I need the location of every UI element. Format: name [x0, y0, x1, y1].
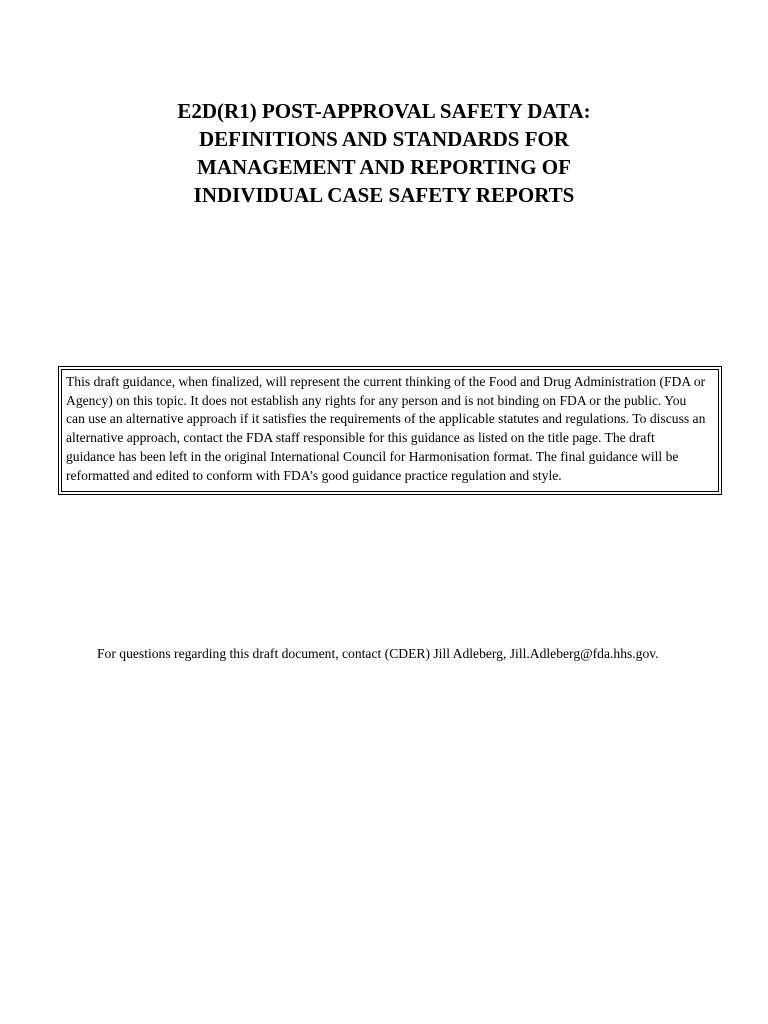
title-line: MANAGEMENT AND REPORTING OF [197, 155, 571, 179]
notice-line: This draft guidance, when finalized, will represent the current thinking of the Food and Drug Administration (FDA or [66, 374, 706, 389]
notice-line: guidance has been left in the original International Council for Harmonisation format. The final guidance will be [66, 448, 679, 464]
draft-guidance-notice-box [58, 366, 722, 495]
notice-line: can use an alternative approach if it satisfies the requirements of the applicable statutes and regulations. To discuss an [66, 411, 706, 427]
title-line: DEFINITIONS AND STANDARDS FOR [198, 127, 570, 151]
title-line: INDIVIDUAL CASE SAFETY REPORTS [193, 183, 575, 207]
notice-line: alternative approach, contact the FDA staff responsible for this guidance as listed on the title page. The draft [66, 430, 655, 446]
document-title [0, 97, 768, 209]
title-line: E2D(R1) POST-APPROVAL SAFETY DATA: [177, 99, 591, 123]
notice-line: reformatted and edited to conform with FDA’s good guidance practice regulation and style. [66, 467, 562, 483]
notice-line: Agency) on this topic. It does not establish any rights for any person and is not binding on FDA or the public. You [66, 392, 687, 408]
contact-information: For questions regarding this draft document, contact (CDER) Jill Adleberg, Jill.Adleberg@fda.hhs.gov. [97, 646, 659, 661]
draft-guidance-notice-text [66, 373, 714, 485]
